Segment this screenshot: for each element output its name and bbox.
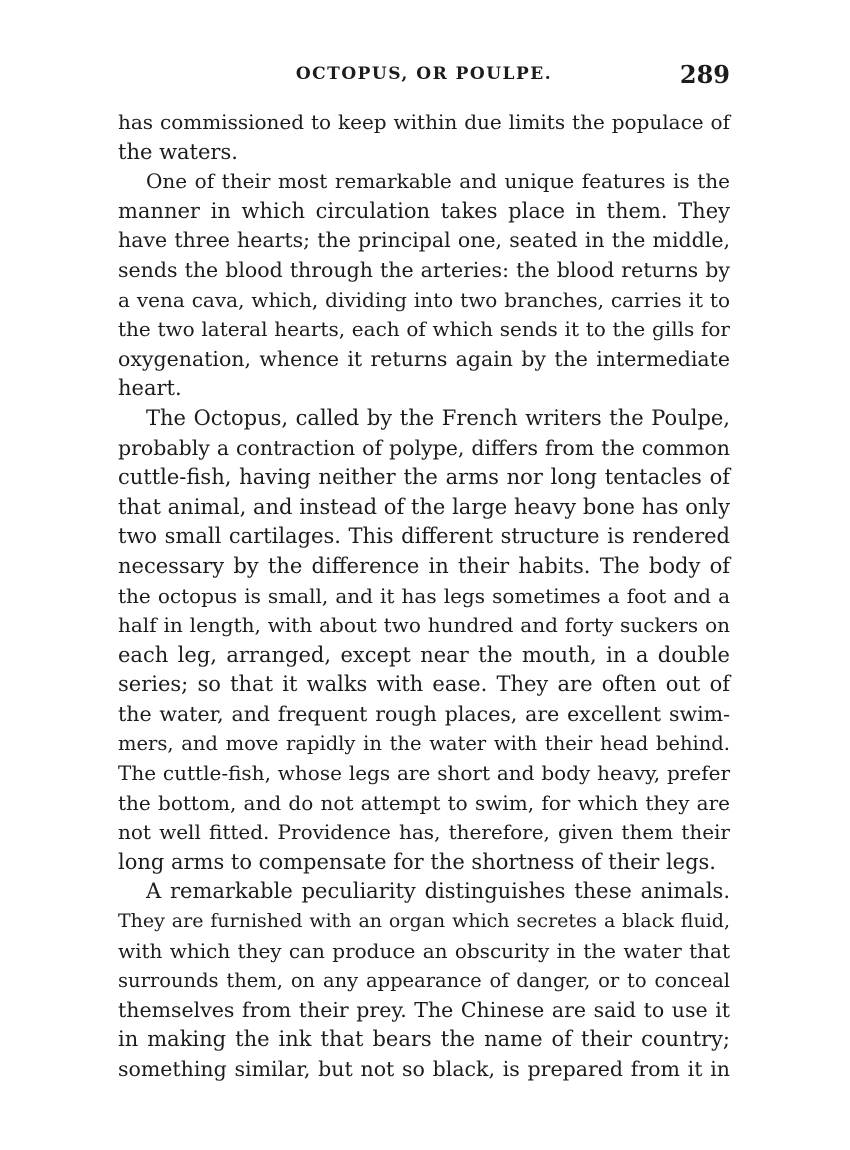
- text-line: oxygenation, whence it returns again by the intermediate: [118, 346, 730, 371]
- text-line: have three hearts; the principal one, seated in the middle,: [118, 228, 730, 253]
- text-line: One of their most remarkable and unique features is the: [146, 169, 730, 194]
- text-line: each leg, arranged, except near the mouth, in a double: [118, 642, 730, 667]
- text-line: in making the ink that bears the name of their country;: [118, 1027, 730, 1052]
- page-number: 289: [679, 60, 730, 89]
- text-line: themselves from their prey. The Chinese are said to use it: [118, 997, 730, 1022]
- text-line: The cuttle-fish, whose legs are short and body heavy, prefer: [118, 761, 730, 786]
- text-line: A remarkable peculiarity distinguishes these animals.: [146, 879, 730, 904]
- text-line: half in length, with about two hundred and forty suckers on: [118, 613, 730, 638]
- text-line: the water, and frequent rough places, are excellent swim-: [118, 701, 730, 726]
- text-line: long arms to compensate for the shortness of their legs.: [118, 849, 716, 874]
- page-header: [118, 60, 730, 96]
- text-line: surrounds them, on any appearance of danger, or to conceal: [118, 969, 730, 993]
- text-line: series; so that it walks with ease. They are often out of: [118, 672, 730, 697]
- text-line: not well fitted. Providence has, therefore, given them their: [118, 820, 730, 845]
- text-line: a vena cava, which, dividing into two branches, carries it to: [118, 287, 730, 312]
- text-line: the octopus is small, and it has legs sometimes a foot and a: [118, 583, 730, 608]
- text-line: manner in which circulation takes place in them. They: [118, 198, 730, 223]
- text-line: the waters.: [118, 139, 238, 164]
- text-line: probably a contraction of polype, differs from the common: [118, 435, 730, 460]
- text-line: cuttle-fish, having neither the arms nor long tentacles of: [118, 465, 730, 490]
- text-line: The Octopus, called by the French writers the Poulpe,: [146, 405, 730, 430]
- text-line: has commissioned to keep within due limits the populace of: [118, 110, 730, 134]
- text-line: the bottom, and do not attempt to swim, for which they are: [118, 790, 730, 815]
- text-line: necessary by the difference in their habits. The body of: [118, 553, 730, 578]
- text-line: sends the blood through the arteries: the blood returns by: [118, 257, 730, 282]
- text-line: something similar, but not so black, is prepared from it in: [118, 1057, 730, 1081]
- text-line: mers, and move rapidly in the water with their head behind.: [118, 732, 730, 756]
- text-line: two small cartilages. This different structure is rendered: [118, 524, 730, 549]
- text-line: They are furnished with an organ which secretes a black fluid,: [118, 910, 730, 933]
- text-line: the two lateral hearts, each of which sends it to the gills for: [118, 317, 730, 342]
- text-line: with which they can produce an obscurity in the water that: [118, 938, 730, 963]
- text-line: heart.: [118, 376, 182, 401]
- running-head: OCTOPUS, OR POULPE.: [295, 64, 553, 84]
- body-text: [118, 108, 730, 1085]
- text-line: that animal, and instead of the large heavy bone has only: [118, 494, 730, 519]
